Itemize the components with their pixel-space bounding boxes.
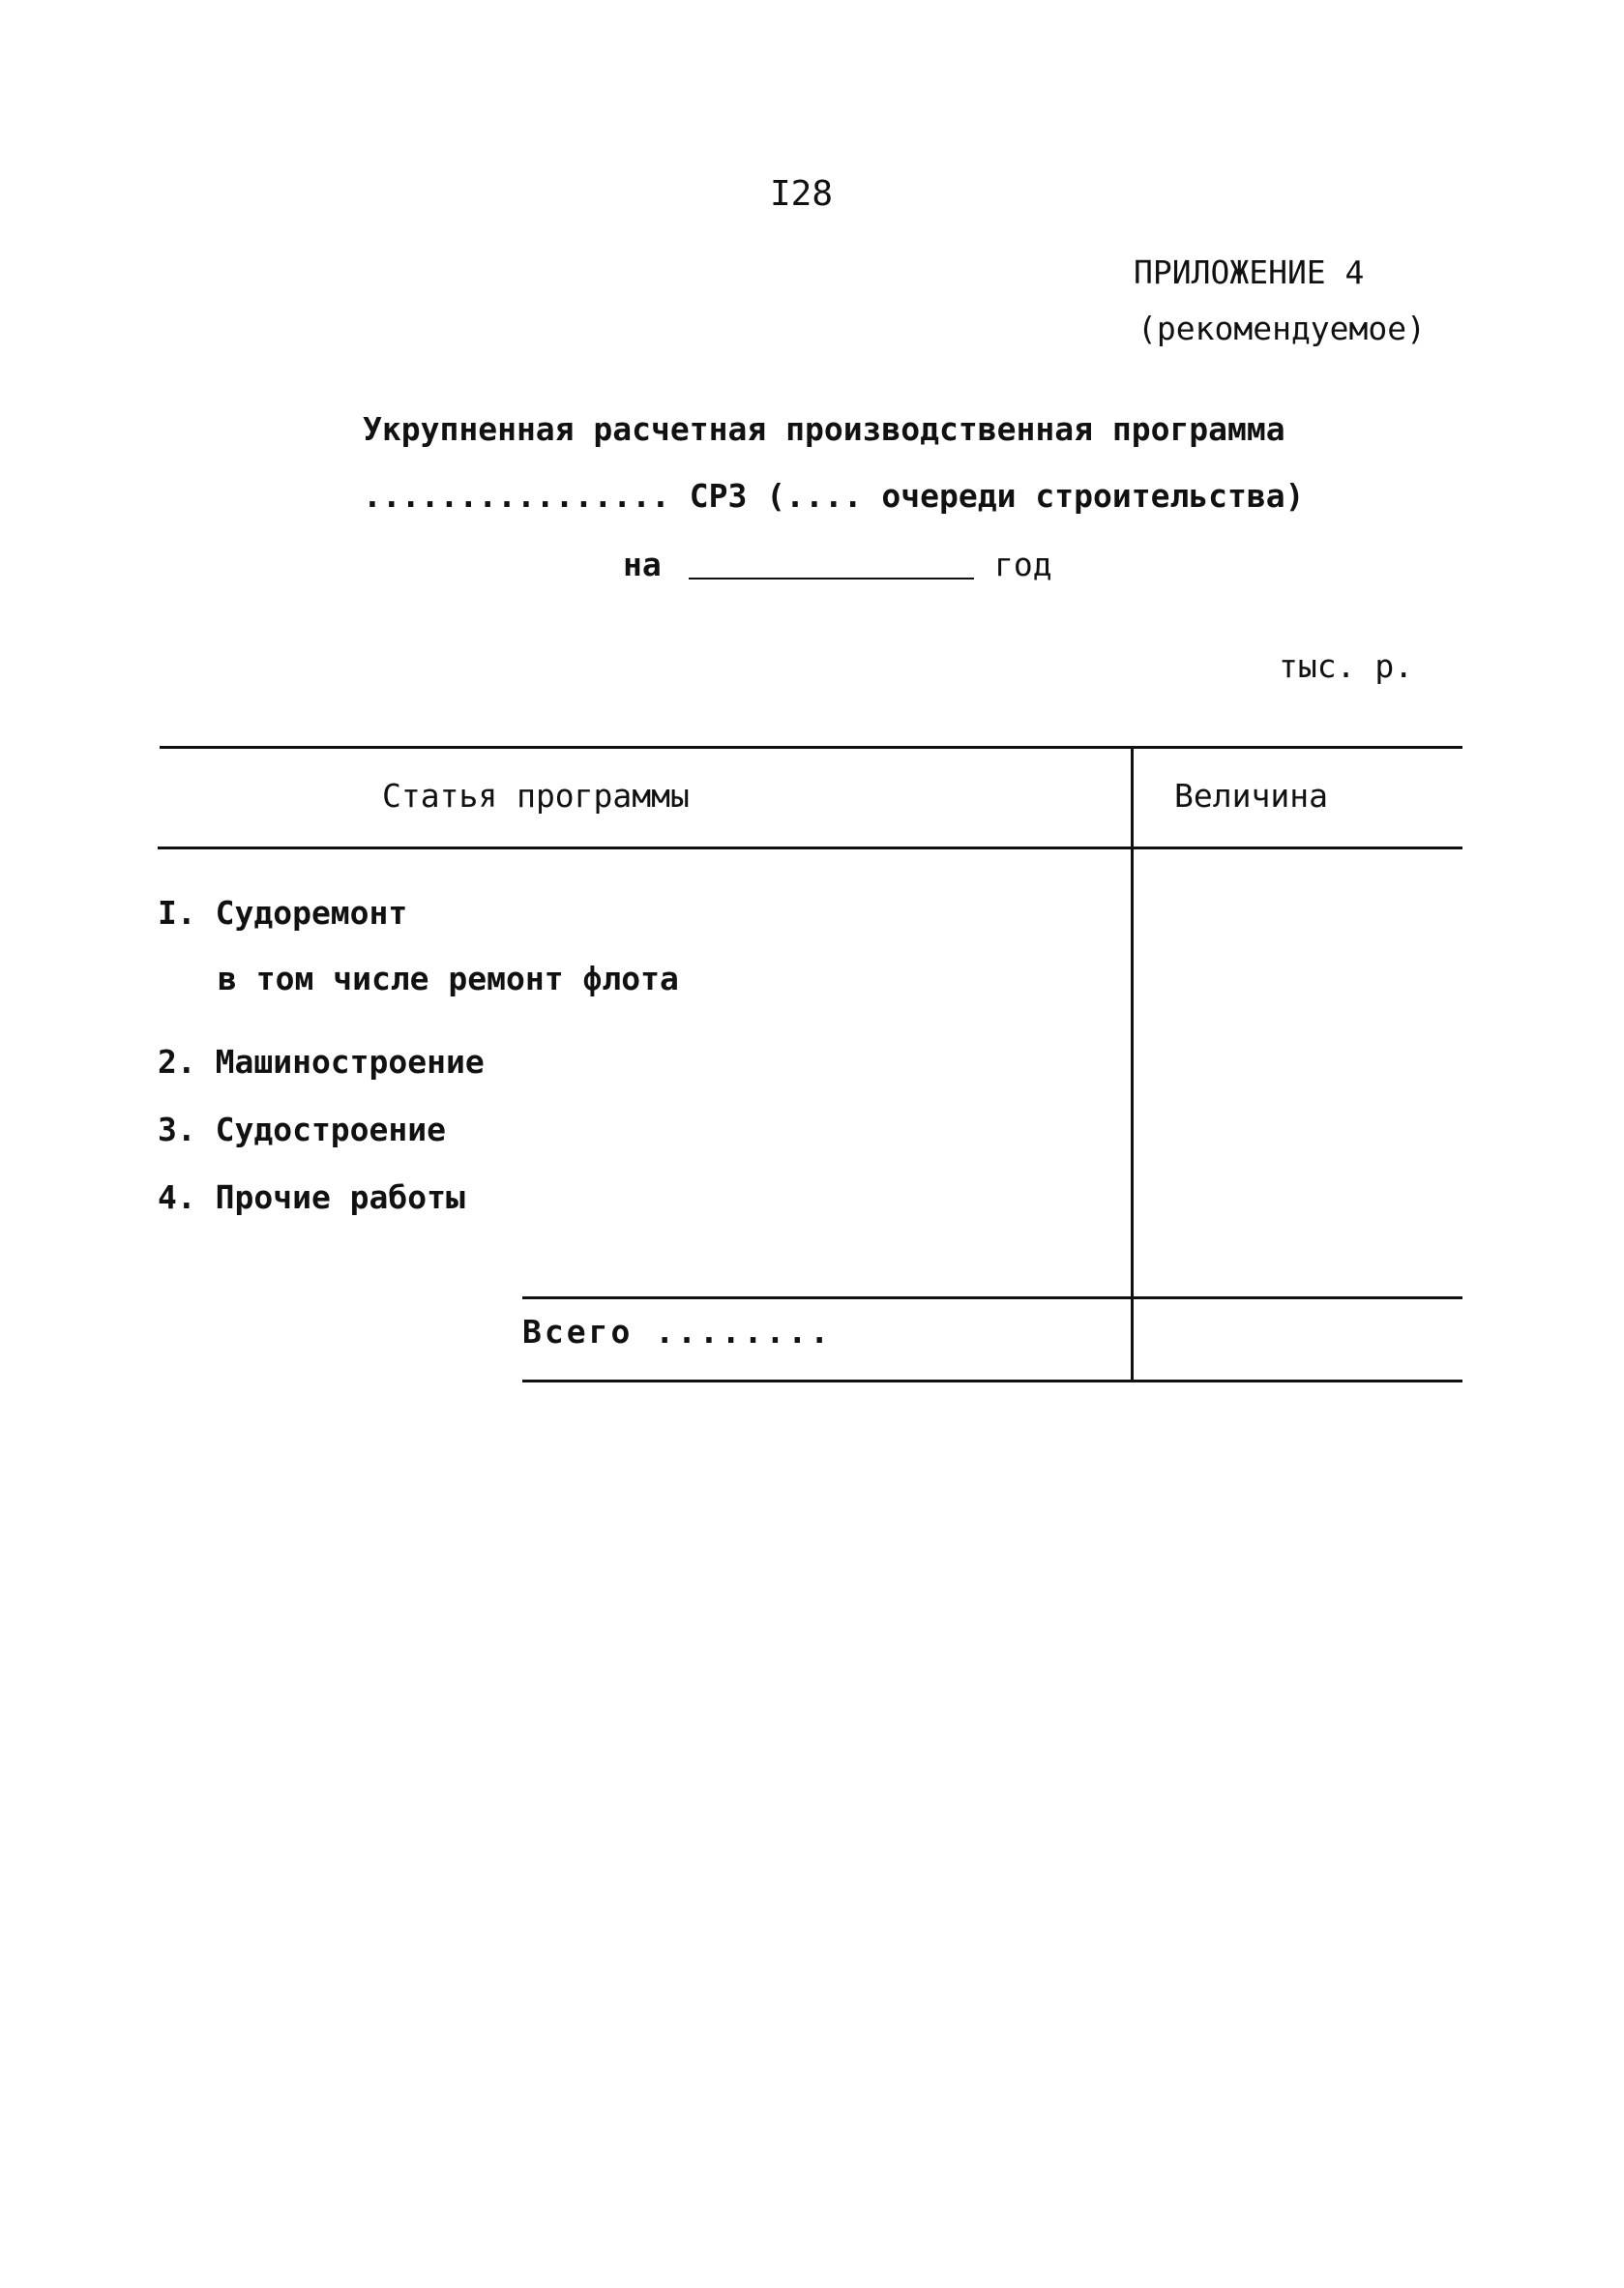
document-subtitle: ................ СРЗ (.... очереди строительства) xyxy=(363,477,1305,515)
table-row-label: I. Судоремонт xyxy=(158,894,408,932)
appendix-type: (рекомендуемое) xyxy=(1137,310,1427,347)
table-row-label: 4. Прочие работы xyxy=(158,1178,465,1216)
units-label: тыс. р. xyxy=(1279,647,1414,685)
table-row-label: 3. Судостроение xyxy=(158,1111,447,1148)
year-prefix: на xyxy=(623,546,662,583)
total-bottom-rule xyxy=(522,1380,1462,1382)
table-header-rule xyxy=(158,847,1462,849)
column-header-item: Статья программы xyxy=(382,777,690,815)
page-number: I28 xyxy=(770,174,834,214)
table-top-rule xyxy=(160,746,1462,749)
appendix-label: ПРИЛОЖЕНИЕ 4 xyxy=(1134,253,1365,291)
table-row-label: 2. Машиностроение xyxy=(158,1043,485,1081)
year-blank-line xyxy=(689,578,974,579)
document-title: Укрупненная расчетная производственная программа xyxy=(363,410,1285,448)
column-header-value: Величина xyxy=(1174,777,1328,815)
total-top-rule xyxy=(522,1296,1462,1299)
table-row-sublabel: в том числе ремонт флота xyxy=(218,960,679,997)
year-suffix: год xyxy=(994,546,1052,583)
total-label: Всего ........ xyxy=(522,1313,833,1351)
table-column-divider xyxy=(1131,746,1134,1382)
